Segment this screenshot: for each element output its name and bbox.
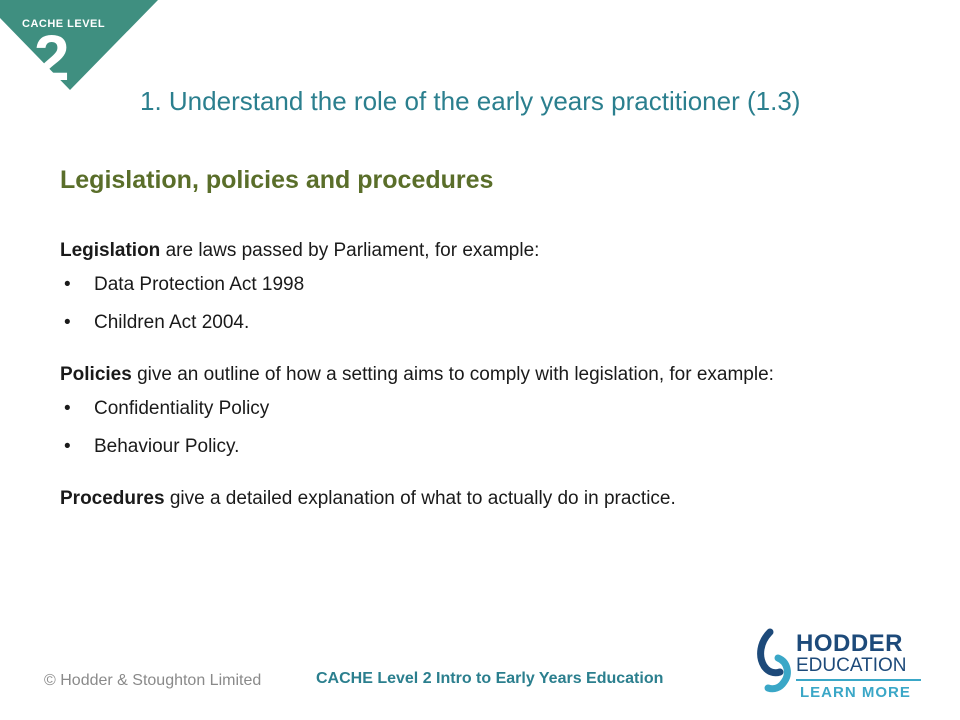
list-item-text: Children Act 2004. (94, 312, 250, 333)
slide-title: 1. Understand the role of the early years practitioner (1.3) (140, 86, 801, 116)
procedures-text: give a detailed explanation of what to actually do in practice. (164, 488, 676, 509)
legislation-text: are laws passed by Parliament, for example: (160, 240, 540, 261)
logo-line-3: LEARN MORE (800, 684, 911, 701)
policies-list (60, 394, 910, 462)
legislation-term: Legislation (60, 240, 161, 261)
list-item (60, 394, 910, 424)
legislation-paragraph (60, 236, 910, 266)
logo-line-2: EDUCATION (796, 655, 907, 676)
list-item-text: Behaviour Policy. (94, 436, 240, 457)
list-item-text: Data Protection Act 1998 (94, 274, 305, 295)
slide-body (60, 236, 910, 514)
procedures-paragraph (60, 484, 910, 514)
list-item (60, 432, 910, 462)
procedures-term: Procedures (60, 488, 165, 509)
list-item-text: Confidentiality Policy (94, 398, 270, 419)
policies-text: give an outline of how a setting aims to comply with legislation, for example: (131, 364, 774, 385)
course-name: CACHE Level 2 Intro to Early Years Education (316, 670, 664, 687)
cache-level-badge (0, 0, 160, 94)
hodder-education-logo (756, 628, 936, 708)
bullet-icon: • (64, 312, 71, 333)
badge-number: 2 (34, 22, 70, 94)
bullet-icon: • (64, 274, 71, 295)
bullet-icon: • (64, 436, 71, 457)
list-item (60, 270, 910, 300)
legislation-list (60, 270, 910, 338)
slide-subtitle: Legislation, policies and procedures (60, 166, 494, 194)
copyright-notice: © Hodder & Stoughton Limited (44, 672, 262, 689)
bullet-icon: • (64, 398, 71, 419)
badge-triangle-shape (0, 0, 160, 94)
logo-line-1: HODDER (796, 630, 904, 657)
list-item (60, 308, 910, 338)
logo-divider (796, 679, 921, 681)
policies-paragraph (60, 360, 910, 390)
hodder-logo-mark-icon (756, 628, 794, 704)
policies-term: Policies (60, 364, 132, 385)
badge-label: CACHE LEVEL (22, 18, 106, 30)
